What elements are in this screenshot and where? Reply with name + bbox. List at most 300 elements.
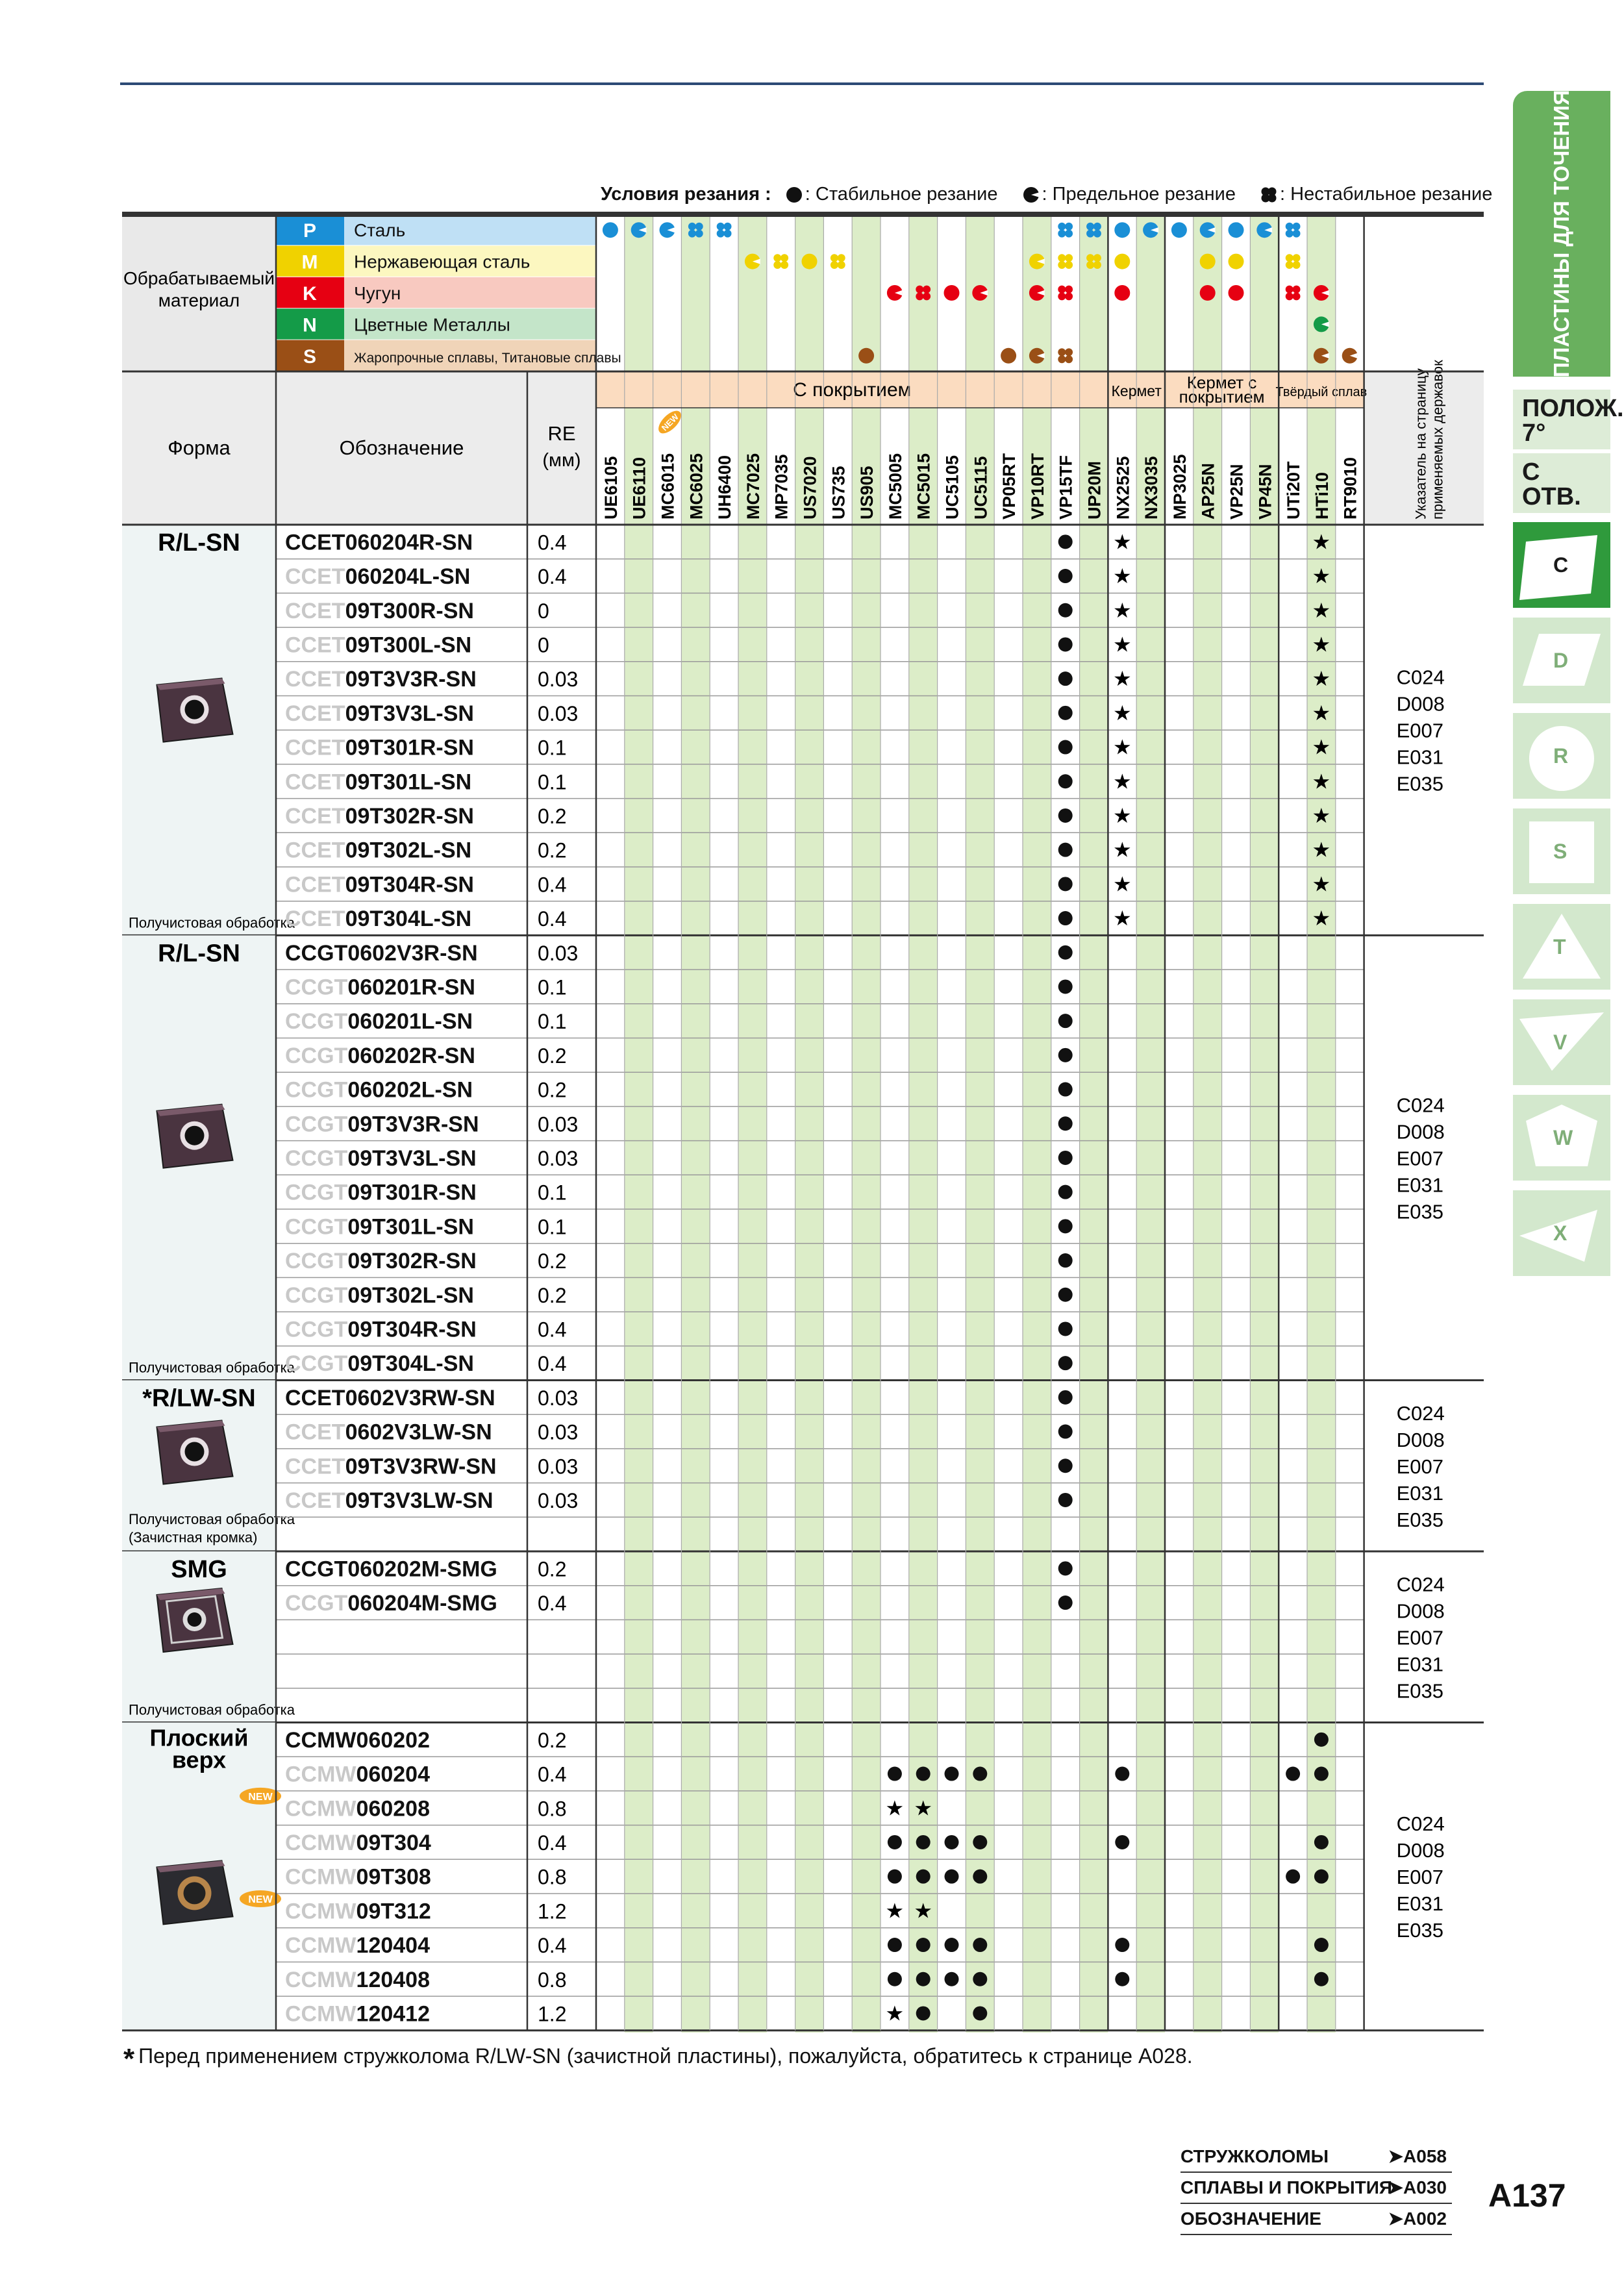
re-value: 0.2 (538, 1728, 567, 1752)
holder-ref: E031 (1396, 1653, 1444, 1676)
recommended-mark (1314, 1938, 1329, 1952)
re-value: 0.4 (538, 873, 567, 897)
designation: CCET060204L-SN (285, 564, 471, 590)
limit-mark (1314, 316, 1329, 332)
re-value: 0.8 (538, 1797, 567, 1821)
first-choice-mark: ★ (1112, 530, 1132, 554)
stable-mark (1200, 254, 1216, 269)
sidebar-shape-label: S (1553, 840, 1568, 863)
material-code: S (303, 345, 317, 368)
re-value: 0.2 (538, 1044, 567, 1068)
designation: CCGT09T304L-SN (285, 1351, 474, 1377)
reference-label: СТРУЖКОЛОМЫ (1181, 2146, 1329, 2166)
holder-ref-header-2: применяемых державок (1429, 360, 1446, 519)
unstable-mark (1286, 286, 1301, 301)
first-choice-mark: ★ (1312, 564, 1331, 588)
recommended-mark (1058, 1425, 1073, 1439)
limit-mark (631, 222, 647, 238)
first-choice-mark: ★ (1112, 907, 1132, 931)
recommended-mark (1058, 1561, 1073, 1575)
recommended-mark (973, 1870, 987, 1884)
recommended-mark (888, 1767, 902, 1781)
recommended-mark (916, 1767, 931, 1781)
holder-ref: E031 (1396, 1173, 1444, 1197)
recommended-mark (945, 1870, 959, 1884)
re-value: 0.4 (538, 1318, 567, 1342)
first-choice-mark: ★ (1312, 667, 1331, 691)
recommended-mark (888, 1835, 902, 1849)
first-choice-mark: ★ (1312, 838, 1331, 862)
stable-mark (603, 222, 618, 238)
grade-name: MC5005 (885, 453, 905, 519)
first-choice-mark: ★ (1312, 803, 1331, 827)
recommended-mark (945, 1938, 959, 1952)
re-value: 0.4 (538, 565, 567, 589)
grade-name: MC6025 (686, 453, 706, 519)
re-value: 0.4 (538, 1831, 567, 1855)
limit-mark (972, 285, 988, 301)
recommended-mark (1058, 945, 1073, 960)
sidebar-shape-label: V (1553, 1031, 1568, 1054)
re-value: 0.1 (538, 975, 567, 999)
sidebar-shape-v[interactable] (1513, 997, 1610, 1085)
sidebar-shape-s[interactable] (1513, 806, 1610, 894)
recommended-mark (973, 1835, 987, 1849)
recommended-mark (1058, 774, 1073, 788)
first-choice-mark: ★ (1312, 907, 1331, 931)
grade-name: RT9010 (1340, 457, 1360, 519)
re-value: 0.8 (538, 1865, 567, 1889)
holder-ref: E031 (1396, 745, 1444, 769)
recommended-mark (1058, 671, 1073, 686)
designation: CCGT09T302R-SN (285, 1249, 477, 1274)
designation: CCET0602V3RW-SN (285, 1385, 495, 1410)
cermet-header: Кермет (1111, 382, 1162, 399)
reference-page: ➤A058 (1388, 2146, 1447, 2166)
recommended-mark (945, 1835, 959, 1849)
grade-name: VP15TF (1056, 455, 1076, 519)
re-value: 0.03 (538, 701, 579, 725)
holder-ref: C024 (1396, 1401, 1445, 1425)
recommended-mark (1058, 808, 1073, 823)
designation: CCMW120412 (285, 2001, 430, 2027)
stable-mark (1229, 222, 1244, 238)
reference-page: ➤A002 (1388, 2209, 1447, 2229)
holder-ref: C024 (1396, 1812, 1445, 1836)
reference-link[interactable] (1181, 2204, 1452, 2235)
material-name: Нержавеющая сталь (354, 251, 531, 272)
holder-ref: E007 (1396, 1147, 1444, 1170)
re-value: 0.03 (538, 1488, 579, 1512)
coated-cermet-header-2: покрытием (1179, 387, 1265, 407)
recommended-mark (1286, 1767, 1300, 1781)
recommended-mark (1058, 637, 1073, 651)
designation: CCET09T304R-SN (285, 872, 474, 897)
limit-mark (660, 222, 675, 238)
coated-header: С покрытием (793, 379, 912, 401)
designation: CCET09T3V3R-SN (285, 667, 477, 692)
recommended-mark (1058, 1253, 1073, 1268)
first-choice-mark: ★ (914, 1796, 933, 1820)
unstable-mark (1058, 348, 1073, 363)
recommended-mark (945, 1767, 959, 1781)
recommended-mark (1058, 1596, 1073, 1610)
limit-mark (1200, 222, 1216, 238)
limit-mark (887, 285, 903, 301)
first-choice-mark: ★ (885, 1899, 905, 1923)
grade-name: MP3025 (1169, 454, 1190, 519)
grade-name: US905 (857, 466, 877, 519)
unstable-mark (1058, 223, 1073, 238)
grade-name: MC6015 (658, 453, 678, 519)
re-value: 0.2 (538, 1283, 567, 1307)
first-choice-mark: ★ (1312, 872, 1331, 896)
sidebar-title-tab[interactable] (1513, 91, 1610, 377)
insert-image (157, 1860, 233, 1924)
designation: CCET09T300L-SN (285, 632, 472, 658)
unstable-mark (1058, 254, 1073, 269)
sidebar-shape-w[interactable] (1513, 1092, 1610, 1181)
stable-mark (1171, 222, 1187, 238)
stable-mark (1114, 222, 1130, 238)
form-name-2: верх (171, 1746, 227, 1773)
usage-text-2: (Зачистная кромка) (129, 1529, 258, 1546)
unstable-mark (831, 254, 845, 269)
holder-ref: E007 (1396, 1626, 1444, 1649)
designation: CCET09T301R-SN (285, 735, 474, 760)
recommended-mark (973, 1767, 987, 1781)
grade-name: AP25N (1198, 462, 1218, 519)
holder-ref: E035 (1396, 772, 1444, 795)
recommended-mark (1058, 843, 1073, 857)
sidebar-shape-label: C (1553, 553, 1569, 577)
legend-unstable: : Нестабильное резание (1280, 184, 1493, 205)
material-header: Обрабатываемый (123, 268, 275, 288)
holder-ref: D008 (1396, 1839, 1445, 1862)
material-code: P (303, 220, 317, 242)
re-value: 0.1 (538, 1010, 567, 1034)
first-choice-mark: ★ (1112, 770, 1132, 794)
insert-image (157, 1105, 233, 1168)
grade-name: NX3035 (1142, 456, 1162, 519)
page-number: A137 (1488, 2177, 1566, 2214)
designation: CCMW09T308 (285, 1864, 431, 1890)
designation: CCGT0602V3R-SN (285, 940, 478, 966)
holder-ref: C024 (1396, 1573, 1445, 1596)
recommended-mark (1286, 1870, 1300, 1884)
designation: CCGT09T3V3L-SN (285, 1145, 477, 1171)
holder-ref: C024 (1396, 1094, 1445, 1117)
first-choice-mark: ★ (1112, 735, 1132, 759)
legend-stable: : Стабильное резание (805, 184, 998, 205)
stable-mark (944, 285, 960, 301)
grade-name: VP10RT (1027, 453, 1047, 519)
re-value: 0.2 (538, 1249, 567, 1273)
first-choice-mark: ★ (1312, 530, 1331, 554)
first-choice-mark: ★ (1112, 598, 1132, 622)
limit-mark (1342, 348, 1358, 364)
first-choice-mark: ★ (885, 2001, 905, 2025)
limit-mark (1143, 222, 1158, 238)
grade-name: UE6105 (601, 456, 621, 519)
recommended-mark (1058, 877, 1073, 891)
holder-ref: E031 (1396, 1892, 1444, 1916)
re-value: 0.4 (538, 1352, 567, 1376)
recommended-mark (1058, 740, 1073, 755)
sidebar-shape-d[interactable] (1513, 615, 1610, 703)
designation: CCMW120408 (285, 1967, 430, 1992)
stable-mark (1200, 285, 1216, 301)
recommended-mark (1058, 569, 1073, 583)
first-choice-mark: ★ (914, 1899, 933, 1923)
recommended-mark (888, 1870, 902, 1884)
first-choice-mark: ★ (1112, 701, 1132, 725)
material-name: Цветные Металлы (354, 314, 510, 335)
legend-limit: : Предельное резание (1042, 184, 1236, 205)
recommended-mark (945, 1972, 959, 1986)
designation: CCMW09T304 (285, 1830, 431, 1855)
sidebar-shape-t[interactable] (1513, 901, 1610, 990)
holder-ref: C024 (1396, 666, 1445, 689)
stable-mark (1229, 285, 1244, 301)
grade-name: VP05RT (999, 453, 1019, 519)
recommended-mark (973, 1938, 987, 1952)
holder-ref: D008 (1396, 1428, 1445, 1451)
coated-cermet-header: Кермет с (1186, 373, 1257, 392)
stable-mark (1114, 254, 1130, 269)
designation: CCET09T300R-SN (285, 598, 474, 623)
limit-mark (1029, 285, 1045, 301)
grade-name: UP20M (1084, 460, 1105, 519)
designation: CCET09T301L-SN (285, 770, 472, 795)
grade-name: VP45N (1255, 464, 1275, 519)
recommended-mark (1058, 1458, 1073, 1473)
limit-mark (1256, 222, 1272, 238)
new-badge (240, 1890, 281, 1907)
grade-name: UC5115 (971, 456, 991, 519)
first-choice-mark: ★ (1312, 701, 1331, 725)
re-value: 0.03 (538, 1146, 579, 1170)
sidebar-shape-label: R (1553, 744, 1569, 768)
form-name: SMG (171, 1556, 227, 1583)
designation: CCGT060201R-SN (285, 975, 475, 1000)
designation: CCMW09T312 (285, 1899, 431, 1924)
re-value: 0.1 (538, 736, 567, 760)
holder-ref: D008 (1396, 1120, 1445, 1144)
grade-name: UC5105 (942, 455, 962, 519)
designation: CCGT060202L-SN (285, 1077, 473, 1103)
form-name: R/L-SN (158, 940, 240, 968)
designation: CCET09T302L-SN (285, 838, 472, 863)
recommended-mark (1058, 603, 1073, 618)
usage-text: Получистовая обработка (129, 1359, 295, 1376)
designation: CCMW060208 (285, 1796, 430, 1821)
designation: CCET09T304L-SN (285, 907, 472, 932)
re-value: 0.4 (538, 1762, 567, 1786)
sidebar-shape-label: D (1553, 649, 1569, 672)
unstable-mark (1058, 286, 1073, 301)
re-value: 0.4 (538, 531, 567, 555)
new-badge (240, 1788, 281, 1805)
re-value: 0.2 (538, 804, 567, 828)
recommended-mark (973, 2006, 987, 2020)
designation: CCMW060204 (285, 1762, 430, 1787)
grade-name: US735 (829, 466, 849, 519)
sidebar-shape-x[interactable] (1513, 1188, 1610, 1276)
grade-name: VP25N (1227, 464, 1247, 519)
re-value: 0.2 (538, 1557, 567, 1581)
first-choice-mark: ★ (1112, 872, 1132, 896)
holder-ref: E035 (1396, 1919, 1444, 1942)
bottom-references (1181, 2142, 1452, 2235)
unstable-mark (773, 254, 788, 269)
grade-name: HTi10 (1312, 471, 1332, 519)
recommended-mark (1058, 1288, 1073, 1302)
re-value: 0 (538, 599, 549, 623)
stable-mark (858, 348, 874, 364)
unstable-mark (717, 223, 732, 238)
recommended-mark (1058, 1151, 1073, 1165)
svg-text:NEW: NEW (248, 1894, 273, 1905)
re-value: 0.03 (538, 1112, 579, 1136)
designation: CCGT09T301L-SN (285, 1214, 474, 1240)
sidebar-with-hole[interactable] (1513, 453, 1610, 513)
designation: CCET09T302R-SN (285, 803, 474, 829)
sidebar-hole-label: С ОТВ. (1522, 458, 1581, 510)
re-value: 0.03 (538, 1420, 579, 1444)
insert-image (157, 1588, 233, 1652)
recommended-mark (1115, 1972, 1129, 1986)
re-value: 0.2 (538, 838, 567, 862)
insert-image (157, 679, 233, 742)
grade-name: MC5015 (914, 453, 934, 519)
recommended-mark (1058, 1116, 1073, 1131)
designation: CCGT060202R-SN (285, 1043, 475, 1068)
first-choice-mark: ★ (1112, 803, 1132, 827)
reference-link[interactable] (1181, 2142, 1452, 2173)
holder-ref: E035 (1396, 1508, 1444, 1531)
re-header: RE (547, 422, 576, 445)
re-value: 0.8 (538, 1968, 567, 1992)
recommended-mark (1314, 1972, 1329, 1986)
recommended-mark (1314, 1835, 1329, 1849)
limit-mark (1314, 348, 1329, 364)
first-choice-mark: ★ (885, 1796, 905, 1820)
limit-mark (1314, 285, 1329, 301)
first-choice-mark: ★ (1312, 598, 1331, 622)
recommended-mark (1115, 1835, 1129, 1849)
designation: CCMW060202 (285, 1727, 430, 1753)
reference-label: СПЛАВЫ И ПОКРЫТИЯ (1181, 2177, 1392, 2197)
recommended-mark (888, 1938, 902, 1952)
grade-name: US7020 (800, 456, 820, 519)
limit-mark (1029, 348, 1045, 364)
footnote (123, 2043, 1193, 2075)
recommended-mark (1058, 911, 1073, 925)
designation: CCGT060204M-SMG (285, 1591, 497, 1616)
re-value: 0 (538, 633, 549, 657)
designation: CCGT060202M-SMG (285, 1557, 497, 1582)
re-unit: (мм) (542, 450, 581, 471)
first-choice-mark: ★ (1112, 632, 1132, 657)
recommended-mark (1314, 1733, 1329, 1747)
designation: CCET060204R-SN (285, 530, 473, 555)
recommended-mark (1115, 1767, 1129, 1781)
first-choice-mark: ★ (1312, 735, 1331, 759)
first-choice-mark: ★ (1312, 632, 1331, 657)
new-badge (655, 407, 685, 438)
usage-text: Получистовая обработка (129, 914, 295, 931)
recommended-mark (916, 1972, 931, 1986)
holder-ref: E007 (1396, 719, 1444, 742)
footnote-text: Перед применением стружколома R/LW-SN (зачистной пластины), пожалуйста, обратитесь к странице A028. (138, 2044, 1193, 2068)
sidebar-shape-label: W (1553, 1126, 1573, 1149)
designation: CCGT09T3V3R-SN (285, 1112, 479, 1137)
first-choice-mark: ★ (1112, 564, 1132, 588)
grade-name: UH6400 (715, 455, 735, 519)
unstable-mark (1286, 223, 1301, 238)
grade-name: MP7035 (771, 454, 792, 519)
recommended-mark (1314, 1870, 1329, 1884)
holder-ref: E007 (1396, 1866, 1444, 1889)
designation: CCMW120404 (285, 1933, 430, 1959)
limit-mark (1029, 254, 1045, 269)
sidebar-shape-c[interactable] (1513, 519, 1610, 608)
sidebar-title: ПЛАСТИНЫ ДЛЯ ТОЧЕНИЯ (1549, 90, 1573, 378)
sidebar-positive-7[interactable] (1513, 390, 1624, 449)
designation: CCGT060201L-SN (285, 1009, 473, 1034)
sidebar-pos-label: ПОЛОЖ. 7° (1522, 395, 1624, 447)
re-value: 0.2 (538, 1078, 567, 1102)
stable-mark (802, 254, 818, 269)
recommended-mark (1058, 1321, 1073, 1336)
grade-name: MC7025 (743, 453, 763, 519)
reference-page: ➤A030 (1388, 2177, 1447, 2197)
recommended-mark (1314, 1767, 1329, 1781)
first-choice-mark: ★ (1112, 667, 1132, 691)
material-code: N (303, 314, 317, 336)
re-value: 0.4 (538, 907, 567, 931)
sidebar-shape-r[interactable] (1513, 710, 1610, 799)
legend-title: Условия резания : (601, 184, 771, 205)
stable-mark (1114, 285, 1130, 301)
re-value: 0.1 (538, 1215, 567, 1239)
designation-header: Обозначение (339, 436, 464, 459)
material-header-2: материал (158, 290, 240, 310)
recommended-mark (1115, 1938, 1129, 1952)
holder-ref-header: Указатель на страницу (1412, 368, 1429, 519)
recommended-mark (1058, 1390, 1073, 1405)
re-value: 0.03 (538, 668, 579, 692)
svg-text:NEW: NEW (659, 412, 681, 433)
insert-image (157, 1421, 233, 1484)
recommended-mark (1058, 1493, 1073, 1507)
recommended-mark (1058, 979, 1073, 994)
reference-link[interactable] (1181, 2173, 1452, 2204)
designation: CCGT09T304R-SN (285, 1317, 477, 1342)
material-name: Чугун (354, 283, 401, 303)
re-value: 0.03 (538, 1455, 579, 1479)
form-header: Форма (168, 436, 231, 459)
re-value: 0.1 (538, 770, 567, 794)
re-value: 0.1 (538, 1181, 567, 1205)
holder-ref: D008 (1396, 692, 1445, 716)
holder-ref: D008 (1396, 1599, 1445, 1623)
first-choice-mark: ★ (1312, 770, 1331, 794)
grade-name: UE6110 (629, 457, 649, 519)
holder-ref: E031 (1396, 1481, 1444, 1505)
recommended-mark (916, 1870, 931, 1884)
